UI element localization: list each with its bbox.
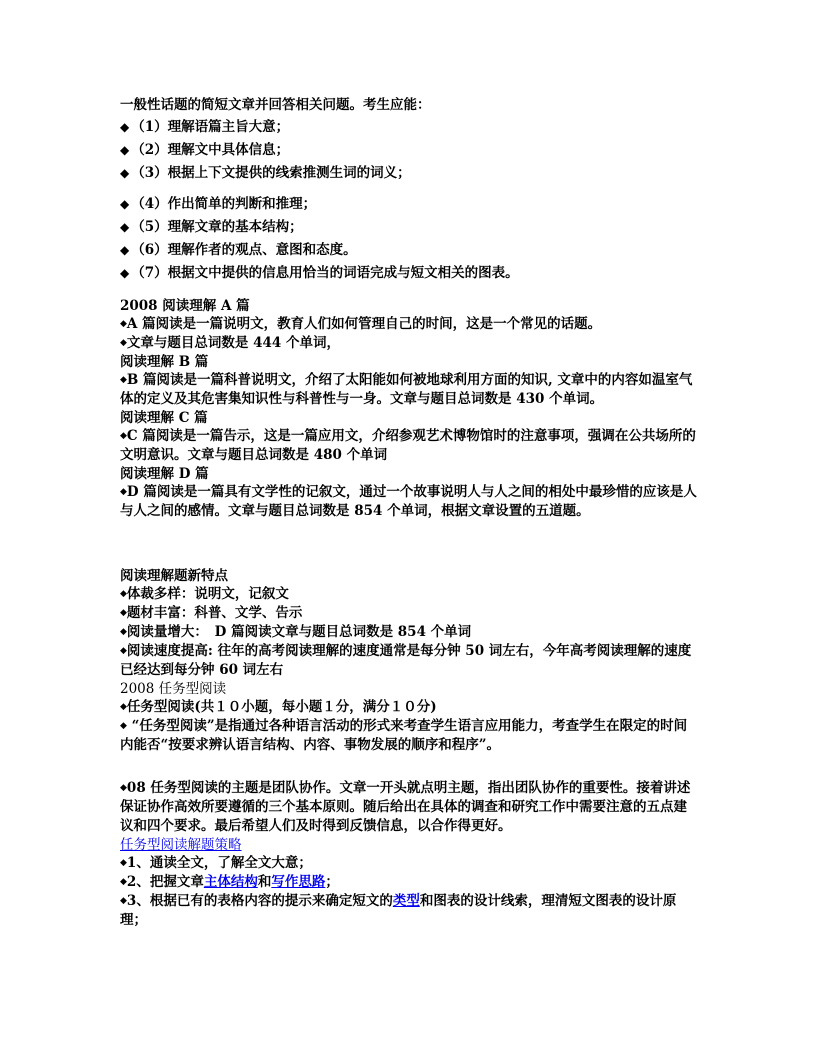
diamond-bullet-icon: ◆: [120, 589, 127, 599]
main-structure-link[interactable]: 主体结构: [203, 874, 258, 890]
diamond-bullet-icon: ◆: [120, 166, 130, 180]
feature-item: ◆阅读量增大： D 篇阅读文章与题目总词数是 854 个单词: [120, 624, 472, 640]
new-features-heading: 阅读理解题新特点: [120, 568, 228, 584]
strategy-item: ◆1、通读全文，了解全文大意；: [120, 855, 312, 871]
diamond-bullet-icon: ◆: [120, 608, 127, 618]
diamond-bullet-icon: ◆: [120, 783, 127, 793]
passage-a-description: ◆A 篇阅读是一篇说明文，教育人们如何管理自己的时间，这是一个常见的话题。: [120, 316, 602, 332]
diamond-bullet-icon: ◆: [120, 646, 127, 656]
diamond-bullet-icon: ◆: [120, 266, 130, 280]
task-reading-section: [120, 680, 700, 836]
task-reading-heading: 2008 任务型阅读: [120, 681, 227, 697]
diamond-bullet-icon: ◆: [120, 143, 130, 157]
objectives-list-b: [120, 193, 700, 285]
passage-d-description: ◆D 篇阅读是一篇具有文学性的记叙文，通过一个故事说明人与人之间的相处中最珍惜的应该是人与人之间的感情。文章与题目总词数是 854 个单词，根据文章设置的五道题。: [120, 484, 697, 519]
type-link[interactable]: 类型: [392, 893, 420, 909]
diamond-bullet-icon: ◆: [120, 120, 130, 134]
section-heading-b: 阅读理解 B 篇: [120, 354, 209, 370]
document-body: [120, 94, 700, 930]
passage-a-word-count: ◆文章与题目总词数是 444 个单词，: [120, 335, 341, 351]
new-features-section: [120, 567, 700, 680]
feature-item: ◆体裁多样：说明文，记叙文: [120, 586, 289, 602]
objective-item: ◆ （7）根据文中提供的信息用恰当的词语完成与短文相关的图表。: [120, 265, 519, 281]
diamond-bullet-icon: ◆: [120, 858, 127, 868]
diamond-bullet-icon: ◆: [120, 319, 127, 329]
diamond-bullet-icon: ◆: [120, 220, 130, 234]
objective-item: ◆ （2）理解文中具体信息；: [120, 142, 290, 158]
objective-item: ◆ （3）根据上下文提供的线索推测生词的词义；: [120, 165, 411, 181]
diamond-bullet-icon: ◆: [120, 243, 130, 257]
passage-c-description: ◆C 篇阅读是一篇告示，这是一篇应用文，介绍参观艺术博物馆时的注意事项，强调在公共场所的文明意识。文章与题目总词数是 480 个单词: [120, 428, 696, 463]
diamond-bullet-icon: ◆: [120, 627, 127, 637]
feature-item: ◆阅读速度提高: 往年的高考阅读理解的速度通常是每分钟 50 词左右，今年高考阅读理解的速度已经达到每分钟 60 词左右: [120, 643, 692, 678]
diamond-bullet-icon: ◆: [120, 431, 127, 441]
objective-item: ◆ （6）理解作者的观点、意图和态度。: [120, 242, 357, 258]
objectives-list-a: [120, 116, 700, 185]
strategy-section: [120, 836, 700, 930]
diamond-bullet-icon: ◆: [120, 877, 127, 887]
diamond-bullet-icon: ◆: [120, 338, 127, 348]
intro-line: 一般性话题的简短文章并回答相关问题。考生应能：: [120, 97, 431, 113]
diamond-bullet-icon: ◆: [120, 197, 130, 211]
task-reading-item: ◆任务型阅读(共１０小题，每小题１分，满分１０分): [120, 699, 437, 715]
reading-2008-section: [120, 297, 700, 521]
strategy-link[interactable]: 任务型阅读解题策略: [120, 837, 242, 853]
strategy-item: ◆3、根据已有的表格内容的提示来确定短文的类型和图表的设计线索，理清短文图表的设计原理；: [120, 893, 677, 928]
diamond-bullet-icon: ◆: [120, 487, 127, 497]
passage-b-description: ◆B 篇阅读是一篇科普说明文，介绍了太阳能如何被地球利用方面的知识, 文章中的内容如温室气体的定义及其危害集知识性与科普性与一身。文章与题目总词数是 430 个单词。: [120, 372, 693, 407]
section-heading-a: 2008 阅读理解 A 篇: [120, 298, 250, 314]
objective-item: ◆ （5）理解文章的基本结构；: [120, 219, 303, 235]
diamond-bullet-icon: ◆: [120, 702, 127, 712]
writing-approach-link[interactable]: 写作思路: [271, 874, 326, 890]
task-reading-summary: ◆08 任务型阅读的主题是团队协作。文章一开头就点明主题，指出团队协作的重要性。接着讲述保证协作高效所要遵循的三个基本原则。随后给出在具体的调查和研究工作中需要注意的五点建议和四个要求。最后希望人们及时得到反馈信息，以合作得更好。: [120, 780, 691, 834]
diamond-bullet-icon: ◆: [120, 375, 127, 385]
diamond-bullet-icon: ◆: [120, 896, 127, 906]
strategy-item: ◆2、把握文章主体结构和写作思路；: [120, 874, 339, 890]
diamond-bullet-icon: ◆: [120, 721, 127, 731]
section-heading-c: 阅读理解 C 篇: [120, 410, 208, 426]
task-reading-item: ◆ “任务型阅读”是指通过各种语言活动的形式来考查学生语言应用能力，考查学生在限定的时间内能否“按要求辨认语言结构、内容、事物发展的顺序和程序”。: [120, 718, 688, 753]
feature-item: ◆题材丰富：科普、文学、告示: [120, 605, 303, 621]
objective-item: ◆ （4）作出简单的判断和推理；: [120, 196, 317, 212]
section-heading-d: 阅读理解 D 篇: [120, 466, 209, 482]
objective-item: ◆ （1）理解语篇主旨大意；: [120, 119, 290, 135]
